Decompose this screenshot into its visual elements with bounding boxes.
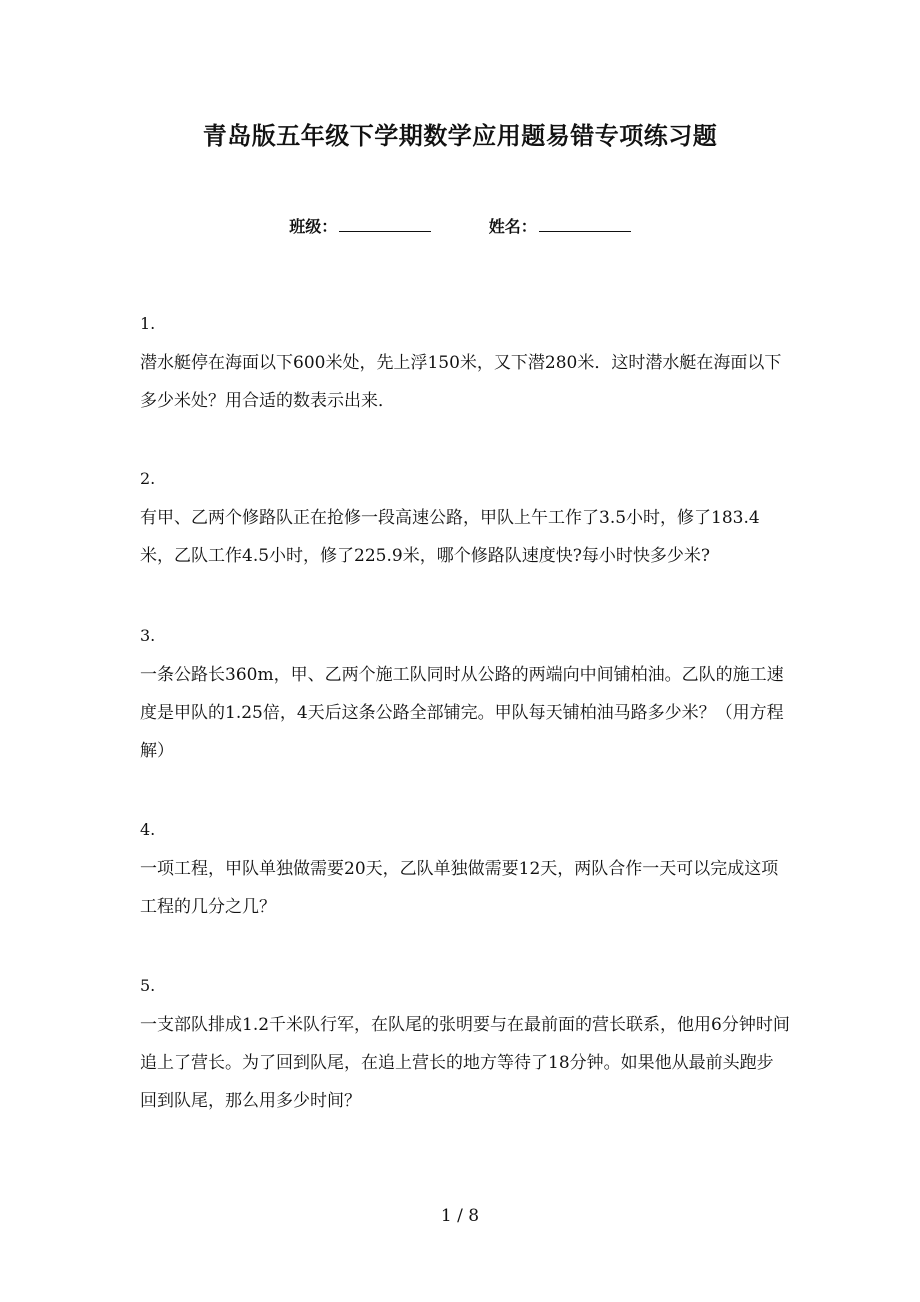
question-3 xyxy=(140,624,790,770)
class-label: 班级： xyxy=(289,217,338,236)
question-text: 一项工程，甲队单独做需要20天，乙队单独做需要12天，两队合作一天可以完成这项工程的几分之几？ xyxy=(140,859,779,917)
question-number: 3. xyxy=(140,626,156,645)
question-number: 5. xyxy=(140,976,156,995)
question-number: 2. xyxy=(140,469,156,488)
name-field xyxy=(489,212,631,242)
name-label: 姓名： xyxy=(488,217,537,236)
class-field xyxy=(289,212,431,242)
question-text: 一支部队排成1.2千米队行军，在队尾的张明要与在最前面的营长联系，他用6分钟时间追上了营长。为了回到队尾，在追上营长的地方等待了18分钟。如果他从最前头跑步回到队尾，那么用多少时间？ xyxy=(140,1015,790,1111)
question-1 xyxy=(140,312,790,420)
question-number: 1. xyxy=(140,314,156,333)
question-5 xyxy=(140,974,790,1120)
question-text: 一条公路长360m，甲、乙两个施工队同时从公路的两端向中间铺柏油。乙队的施工速度是甲队的1.25倍，4天后这条公路全部铺完。甲队每天铺柏油马路多少米？（用方程解） xyxy=(140,665,784,761)
question-number: 4. xyxy=(140,820,156,839)
question-text: 潜水艇停在海面以下600米处，先上浮150米，又下潜280米．这时潜水艇在海面以下多少米处？用合适的数表示出来． xyxy=(140,353,782,411)
student-info-row xyxy=(0,212,920,242)
class-blank-line[interactable] xyxy=(339,217,431,232)
question-2 xyxy=(140,467,790,575)
question-4 xyxy=(140,818,790,926)
question-text: 有甲、乙两个修路队正在抢修一段高速公路，甲队上午工作了3.5小时，修了183.4米，乙队工作4.5小时，修了225.9米，哪个修路队速度快?每小时快多少米? xyxy=(140,508,760,566)
document-title: 青岛版五年级下学期数学应用题易错专项练习题 xyxy=(202,122,718,150)
page-indicator: 1 / 8 xyxy=(440,1206,480,1226)
name-blank-line[interactable] xyxy=(539,217,631,232)
